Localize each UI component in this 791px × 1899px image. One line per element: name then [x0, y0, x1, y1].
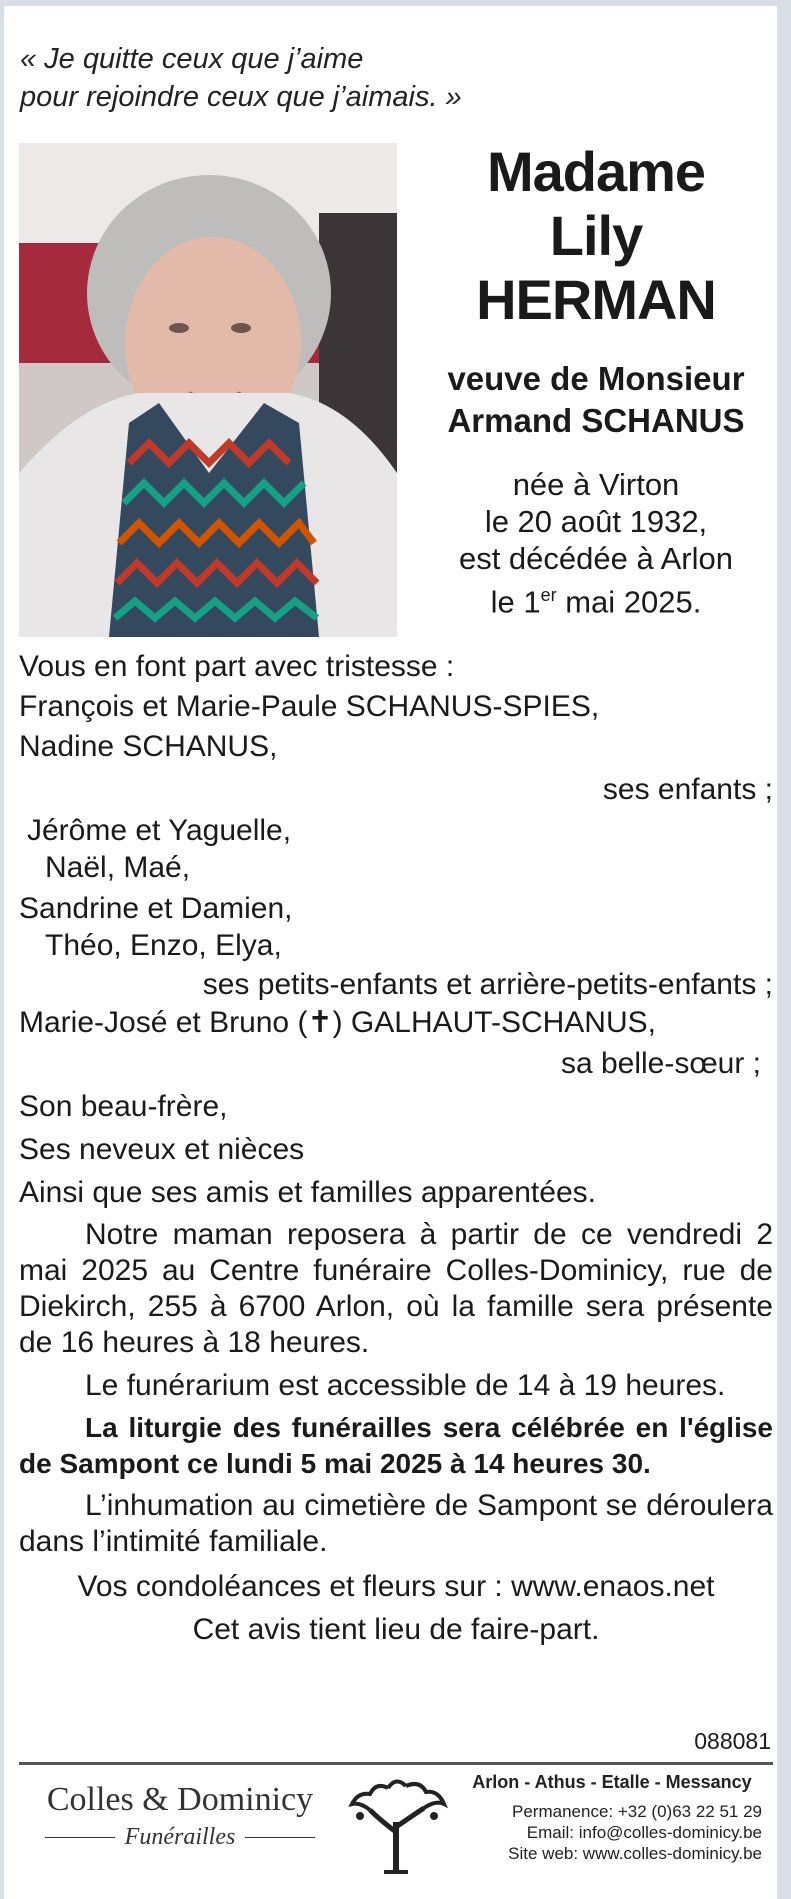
reference-number: 088081	[694, 1728, 771, 1754]
portrait-photo	[19, 143, 397, 637]
birth-death-info	[420, 466, 772, 620]
funeral-home-phone: Permanence: +32 (0)63 22 51 29	[512, 1802, 762, 1821]
sister-in-law-b: ) GALHAUT-SCHANUS,	[332, 1006, 656, 1039]
died-date	[420, 577, 772, 620]
born-date: le 20 août 1932,	[484, 504, 708, 539]
funeral-home-email: Email: info@colles-dominicy.be	[526, 1823, 762, 1842]
notice-paragraph-1: Notre maman reposera à partir de ce vendredi 2 mai 2025 au Centre funéraire Colles-Dominicy, rue de Diekirch, 255 à 6700 Arlon, où la famille sera présente de 16 heures à 18 heures.	[19, 1218, 773, 1359]
widow-line-1: veuve de Monsieur	[447, 360, 745, 397]
notice-body	[19, 648, 773, 1648]
sister-in-law-line	[19, 1004, 773, 1041]
quote	[20, 40, 520, 116]
died-date-suffix: mai 2025.	[556, 584, 702, 620]
funeral-home-logo	[40, 1778, 320, 1852]
cross-icon: ✝	[307, 1006, 333, 1039]
grandchildren-line-1: Jérôme et Yaguelle,	[27, 814, 292, 847]
top-border	[0, 0, 791, 6]
widow-of	[420, 358, 772, 442]
other-relatives-3: Ainsi que ses amis et familles apparentées.	[19, 1176, 596, 1209]
grandchildren-line-2-kids: Théo, Enzo, Elya,	[45, 929, 282, 962]
notice-paragraph-4: L’inhumation au cimetière de Sampont se déroulera dans l’intimité familiale.	[19, 1489, 773, 1558]
grandchildren-line-1-kids: Naël, Maé,	[45, 851, 191, 884]
widow-line-2: Armand SCHANUS	[447, 402, 745, 439]
deceased-title: Madame	[486, 140, 706, 203]
notice-paragraph-2: Le funérarium est accessible de 14 à 19 heures.	[85, 1369, 726, 1402]
left-border	[0, 0, 4, 1899]
family-intro: Vous en font part avec tristesse :	[19, 650, 455, 683]
funeral-home-name: Colles & Dominicy	[46, 1781, 314, 1818]
funeral-home-subtitle-row	[40, 1822, 320, 1852]
sister-in-law-label: sa belle-sœur ;	[560, 1047, 761, 1080]
subtitle-dash-left	[45, 1837, 115, 1838]
funeral-home-web: Site web: www.colles-dominicy.be	[508, 1844, 762, 1863]
notice-paragraph-3: La liturgie des funérailles sera célébrée en l'église de Sampont ce lundi 5 mai 2025 à 14 heures 30.	[19, 1412, 773, 1479]
sister-in-law-a: Marie-José et Bruno (	[19, 1006, 308, 1039]
died-date-prefix: le 1	[490, 584, 541, 620]
faire-part-line: Cet avis tient lieu de faire-part.	[192, 1613, 600, 1646]
right-border	[777, 0, 791, 1899]
other-relatives-2: Ses neveux et nièces	[19, 1133, 305, 1166]
portrait-illustration	[19, 143, 397, 637]
deceased-name-block	[420, 140, 772, 620]
quote-line-2: pour rejoindre ceux que j’aimais. »	[20, 81, 462, 113]
funeral-home-subtitle: Funérailles	[124, 1824, 236, 1850]
died-date-sup: er	[540, 585, 557, 605]
funeral-home-contact	[462, 1772, 762, 1864]
tree-icon	[340, 1772, 452, 1878]
quote-line-1: « Je quitte ceux que j’aime	[20, 43, 364, 75]
footer-divider	[19, 1762, 773, 1765]
grandchildren-line-2: Sandrine et Damien,	[19, 892, 293, 925]
children-line-2: Nadine SCHANUS,	[19, 730, 278, 763]
children-label: ses enfants ;	[602, 773, 773, 806]
deceased-first-name: Lily	[549, 204, 643, 267]
funeral-home-locations: Arlon - Athus - Etalle - Messancy	[472, 1772, 752, 1792]
subtitle-dash-right	[245, 1837, 315, 1838]
deceased-last-name: HERMAN	[476, 268, 716, 331]
grandchildren-label: ses petits-enfants et arrière-petits-enfants ;	[202, 968, 773, 1001]
children-line-1: François et Marie-Paule SCHANUS-SPIES,	[19, 690, 600, 723]
condolences-line: Vos condoléances et fleurs sur : www.enaos.net	[77, 1570, 715, 1603]
born-place: née à Virton	[512, 467, 680, 502]
died-place: est décédée à Arlon	[458, 541, 734, 576]
other-relatives-1: Son beau-frère,	[19, 1090, 228, 1123]
